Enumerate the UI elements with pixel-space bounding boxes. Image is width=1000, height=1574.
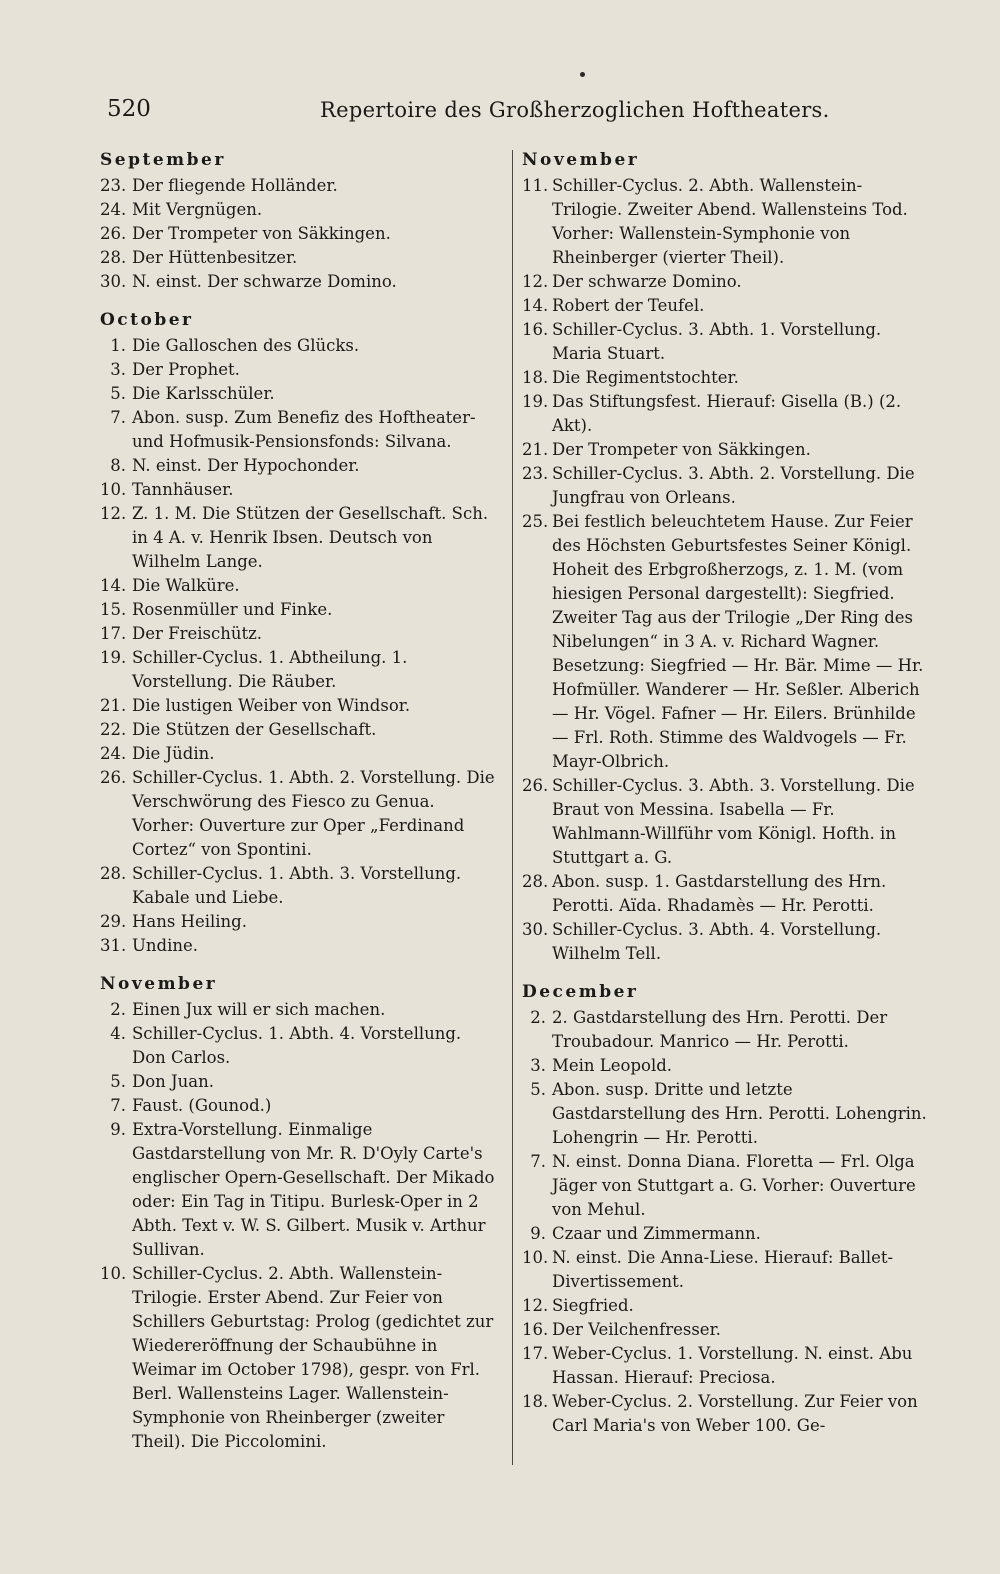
repertoire-entry <box>100 742 500 766</box>
repertoire-entry <box>522 918 927 966</box>
repertoire-entry <box>522 774 927 870</box>
entry-day: 12. <box>522 272 549 291</box>
entry-text: Schiller-Cyclus. 3. Abth. 2. Vorstellung. Die Jungfrau von Orleans. <box>552 464 915 507</box>
entry-day: 10. <box>522 1248 549 1267</box>
repertoire-entry <box>522 1390 927 1438</box>
repertoire-entry <box>100 1070 500 1094</box>
repertoire-entry <box>522 270 927 294</box>
repertoire-entry <box>100 246 500 270</box>
entry-day: 15. <box>100 600 127 619</box>
entry-text: Undine. <box>132 936 199 955</box>
entry-day: 12. <box>100 504 127 523</box>
left-column <box>100 148 500 1454</box>
entry-text: Das Stiftungsfest. Hierauf: Gisella (B.) (2. Akt). <box>552 392 902 435</box>
repertoire-entry <box>100 478 500 502</box>
entry-day: 2. <box>110 1000 126 1019</box>
entry-day: 12. <box>522 1296 549 1315</box>
section-gap <box>100 958 500 972</box>
entry-day: 9. <box>530 1224 546 1243</box>
entry-text: Der schwarze Domino. <box>552 272 742 291</box>
entry-day: 26. <box>522 776 549 795</box>
ink-dot <box>580 72 585 77</box>
entry-day: 8. <box>110 456 126 475</box>
repertoire-entry <box>100 222 500 246</box>
entry-day: 5. <box>110 1072 126 1091</box>
repertoire-entry <box>100 646 500 694</box>
repertoire-entry <box>522 1078 927 1150</box>
month-heading: October <box>100 310 194 330</box>
entry-day: 28. <box>522 872 549 891</box>
entry-text: Der Prophet. <box>132 360 240 379</box>
entry-text: Der Hüttenbesitzer. <box>132 248 298 267</box>
repertoire-entry <box>100 1118 500 1262</box>
entry-text: N. einst. Donna Diana. Floretta — Frl. Olga Jäger von Stuttgart a. G. Vorher: Ouverture von Mehul. <box>552 1152 916 1219</box>
entry-day: 21. <box>100 696 127 715</box>
repertoire-entry <box>522 294 927 318</box>
entry-text: Der fliegende Holländer. <box>132 176 338 195</box>
entry-text: Weber-Cyclus. 2. Vorstellung. Zur Feier von Carl Maria's von Weber 100. Ge- <box>552 1392 918 1435</box>
entry-day: 7. <box>110 408 126 427</box>
running-title: Repertoire des Großherzoglichen Hoftheaters. <box>320 98 830 122</box>
repertoire-entry <box>522 1342 927 1390</box>
entry-text: Schiller-Cyclus. 2. Abth. Wallenstein-Trilogie. Erster Abend. Zur Feier von Schillers Geburtstag: Prolog (gedichtet zur Wiedereröffnung der Schaubühne in Weimar im October 1798), gespr. von Frl. Berl. Wallensteins Lager. Wallenstein-Symphonie von Rheinberger (zweiter Theil). Die Piccolomini. <box>132 1264 494 1451</box>
entry-text: Schiller-Cyclus. 3. Abth. 3. Vorstellung. Die Braut von Messina. Isabella — Fr. Wahlmann-Willführ vom Königl. Hofth. in Stuttgart a. G. <box>552 776 915 867</box>
repertoire-entry <box>522 390 927 438</box>
entry-day: 25. <box>522 512 549 531</box>
repertoire-entry <box>100 1262 500 1454</box>
repertoire-entry <box>100 334 500 358</box>
entry-day: 28. <box>100 248 127 267</box>
repertoire-entry <box>522 1054 927 1078</box>
entry-text: 2. Gastdarstellung des Hrn. Perotti. Der Troubadour. Manrico — Hr. Perotti. <box>552 1008 888 1051</box>
entry-day: 10. <box>100 480 127 499</box>
repertoire-entry <box>100 174 500 198</box>
right-column <box>522 148 927 1438</box>
repertoire-entry <box>100 862 500 910</box>
repertoire-entry <box>522 366 927 390</box>
entry-text: Einen Jux will er sich machen. <box>132 1000 386 1019</box>
entry-day: 18. <box>522 1392 549 1411</box>
entry-day: 3. <box>530 1056 546 1075</box>
repertoire-entry <box>522 870 927 918</box>
repertoire-entry <box>100 454 500 478</box>
entry-text: Czaar und Zimmermann. <box>552 1224 761 1243</box>
repertoire-entry <box>522 462 927 510</box>
repertoire-entry <box>100 270 500 294</box>
entry-text: Schiller-Cyclus. 1. Abth. 3. Vorstellung. Kabale und Liebe. <box>132 864 462 907</box>
entry-day: 11. <box>522 176 549 195</box>
repertoire-entry <box>522 318 927 366</box>
entry-text: Die Jüdin. <box>132 744 215 763</box>
entry-day: 17. <box>100 624 127 643</box>
entry-text: Abon. susp. Zum Benefiz des Hoftheater- und Hofmusik-Pensionsfonds: Silvana. <box>132 408 476 451</box>
section-gap <box>522 966 927 980</box>
entry-text: Bei festlich beleuchtetem Hause. Zur Feier des Höchsten Geburtsfestes Seiner Königl. Hoheit des Erbgroßherzogs, z. 1. M. (vom hiesigen Personal dargestellt): Siegfried. Zweiter Tag aus der Trilogie „Der Ring des Nibelungen“ in 3 A. v. Richard Wagner. Besetzung: Siegfried — Hr. Bär. Mime — Hr. Hofmüller. Wanderer — Hr. Seßler. Alberich — Hr. Vögel. Fafner — Hr. Eilers. Brünhilde — Frl. Roth. Stimme des Waldvogels — Fr. Mayr-Olbrich. <box>552 512 924 771</box>
repertoire-entry <box>522 510 927 774</box>
entry-text: N. einst. Der Hypochonder. <box>132 456 360 475</box>
entry-day: 26. <box>100 768 127 787</box>
entry-text: Faust. (Gounod.) <box>132 1096 272 1115</box>
entry-day: 30. <box>522 920 549 939</box>
month-heading: September <box>100 150 226 170</box>
repertoire-entry <box>100 198 500 222</box>
entry-text: N. einst. Der schwarze Domino. <box>132 272 397 291</box>
entry-text: Mein Leopold. <box>552 1056 673 1075</box>
entry-day: 31. <box>100 936 127 955</box>
entry-day: 1. <box>110 336 126 355</box>
entry-day: 21. <box>522 440 549 459</box>
entry-text: Tannhäuser. <box>132 480 234 499</box>
repertoire-entry <box>522 1006 927 1054</box>
repertoire-entry <box>522 1222 927 1246</box>
entry-day: 16. <box>522 1320 549 1339</box>
entry-day: 5. <box>530 1080 546 1099</box>
entry-text: Die Stützen der Gesellschaft. <box>132 720 377 739</box>
entry-day: 19. <box>522 392 549 411</box>
entry-text: Siegfried. <box>552 1296 634 1315</box>
repertoire-entry <box>522 1294 927 1318</box>
entry-day: 16. <box>522 320 549 339</box>
entry-day: 7. <box>110 1096 126 1115</box>
repertoire-entry <box>100 622 500 646</box>
repertoire-entry <box>100 694 500 718</box>
repertoire-entry <box>522 1318 927 1342</box>
month-heading: December <box>522 982 639 1002</box>
entry-day: 14. <box>100 576 127 595</box>
repertoire-entry <box>522 1150 927 1222</box>
column-divider <box>512 150 513 1465</box>
repertoire-entry <box>100 406 500 454</box>
repertoire-entry <box>522 174 927 270</box>
entry-text: Schiller-Cyclus. 3. Abth. 4. Vorstellung. Wilhelm Tell. <box>552 920 882 963</box>
entry-text: Z. 1. M. Die Stützen der Gesellschaft. Sch. in 4 A. v. Henrik Ibsen. Deutsch von Wilhelm Lange. <box>132 504 489 571</box>
entry-day: 23. <box>100 176 127 195</box>
entry-text: Der Trompeter von Säkkingen. <box>552 440 811 459</box>
entry-day: 9. <box>110 1120 126 1139</box>
entry-day: 10. <box>100 1264 127 1283</box>
entry-text: Der Freischütz. <box>132 624 263 643</box>
entry-text: Don Juan. <box>132 1072 214 1091</box>
entry-text: Schiller-Cyclus. 3. Abth. 1. Vorstellung. Maria Stuart. <box>552 320 882 363</box>
entry-text: Schiller-Cyclus. 2. Abth. Wallenstein-Trilogie. Zweiter Abend. Wallensteins Tod. Vorher: Wallenstein-Symphonie von Rheinberger (vierter Theil). <box>552 176 908 267</box>
repertoire-entry <box>100 718 500 742</box>
entry-day: 30. <box>100 272 127 291</box>
entry-day: 4. <box>110 1024 126 1043</box>
repertoire-entry <box>100 502 500 574</box>
entry-day: 28. <box>100 864 127 883</box>
repertoire-entry <box>100 1022 500 1070</box>
repertoire-entry <box>100 1094 500 1118</box>
page-number: 520 <box>107 96 151 122</box>
entry-day: 29. <box>100 912 127 931</box>
entry-day: 7. <box>530 1152 546 1171</box>
entry-text: Robert der Teufel. <box>552 296 705 315</box>
entry-text: Die Galloschen des Glücks. <box>132 336 360 355</box>
entry-day: 23. <box>522 464 549 483</box>
entry-text: Mit Vergnügen. <box>132 200 263 219</box>
entry-text: Der Veilchenfresser. <box>552 1320 721 1339</box>
entry-day: 3. <box>110 360 126 379</box>
entry-text: Die Walküre. <box>132 576 240 595</box>
month-heading: November <box>100 974 218 994</box>
entry-text: Die Regimentstochter. <box>552 368 739 387</box>
entry-day: 24. <box>100 744 127 763</box>
entry-day: 2. <box>530 1008 546 1027</box>
entry-day: 5. <box>110 384 126 403</box>
entry-text: Abon. susp. 1. Gastdarstellung des Hrn. Perotti. Aïda. Rhadamès — Hr. Perotti. <box>552 872 887 915</box>
entry-text: Schiller-Cyclus. 1. Abth. 2. Vorstellung. Die Verschwörung des Fiesco zu Genua. Vorher: Ouverture zur Oper „Ferdinand Cortez“ von Spontini. <box>132 768 495 859</box>
entry-text: Rosenmüller und Finke. <box>132 600 333 619</box>
repertoire-entry <box>100 998 500 1022</box>
repertoire-entry <box>522 438 927 462</box>
entry-text: Die lustigen Weiber von Windsor. <box>132 696 411 715</box>
month-heading: November <box>522 150 640 170</box>
repertoire-entry <box>100 910 500 934</box>
entry-day: 17. <box>522 1344 549 1363</box>
entry-text: Extra-Vorstellung. Einmalige Gastdarstellung von Mr. R. D'Oyly Carte's englischer Opern-Gesellschaft. Der Mikado oder: Ein Tag in Titipu. Burlesk-Oper in 2 Abth. Text v. W. S. Gilbert. Musik v. Arthur Sullivan. <box>132 1120 495 1259</box>
entry-day: 26. <box>100 224 127 243</box>
repertoire-entry <box>100 766 500 862</box>
entry-text: Die Karlsschüler. <box>132 384 275 403</box>
entry-day: 18. <box>522 368 549 387</box>
entry-text: N. einst. Die Anna-Liese. Hierauf: Ballet-Divertissement. <box>552 1248 894 1291</box>
repertoire-entry <box>100 598 500 622</box>
entry-text: Schiller-Cyclus. 1. Abtheilung. 1. Vorstellung. Die Räuber. <box>132 648 408 691</box>
entry-text: Abon. susp. Dritte und letzte Gastdarstellung des Hrn. Perotti. Lohengrin. Lohengrin — Hr. Perotti. <box>552 1080 927 1147</box>
repertoire-entry <box>100 358 500 382</box>
repertoire-entry <box>522 1246 927 1294</box>
entry-text: Schiller-Cyclus. 1. Abth. 4. Vorstellung. Don Carlos. <box>132 1024 462 1067</box>
entry-day: 22. <box>100 720 127 739</box>
repertoire-entry <box>100 382 500 406</box>
entry-day: 19. <box>100 648 127 667</box>
entry-day: 14. <box>522 296 549 315</box>
entry-text: Weber-Cyclus. 1. Vorstellung. N. einst. Abu Hassan. Hierauf: Preciosa. <box>552 1344 913 1387</box>
entry-text: Hans Heiling. <box>132 912 247 931</box>
section-gap <box>100 294 500 308</box>
repertoire-entry <box>100 934 500 958</box>
entry-day: 24. <box>100 200 127 219</box>
repertoire-entry <box>100 574 500 598</box>
entry-text: Der Trompeter von Säkkingen. <box>132 224 391 243</box>
